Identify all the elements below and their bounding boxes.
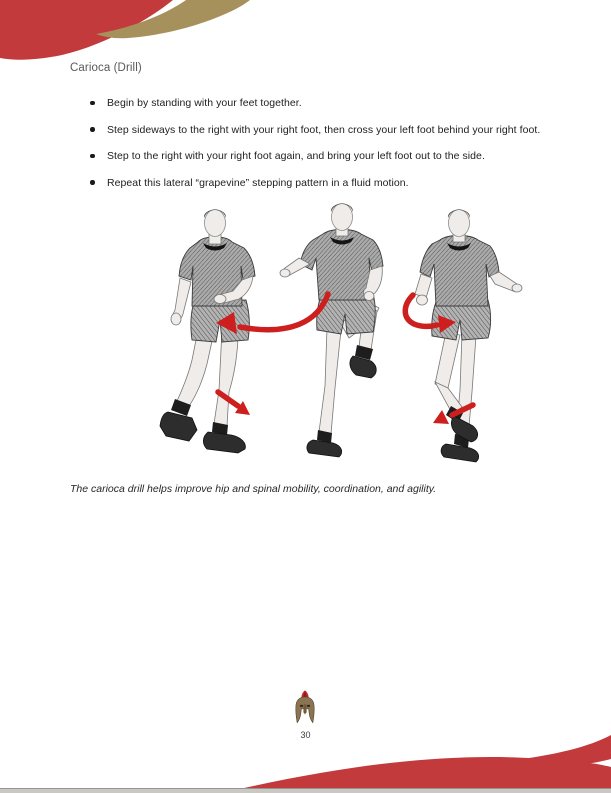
head — [332, 204, 353, 231]
figure-crossover-step — [160, 210, 255, 454]
drill-steps-list — [88, 97, 588, 203]
carioca-drill-illustration — [150, 196, 530, 481]
drill-step-text: Begin by standing with your feet together. — [107, 97, 302, 109]
drill-step — [88, 177, 588, 190]
curved-arrow-left — [240, 294, 328, 330]
drill-step — [88, 150, 588, 163]
drill-step — [88, 97, 588, 110]
drill-title: Carioca (Drill) — [70, 62, 142, 74]
head — [449, 210, 470, 237]
figure-knee-raise — [280, 204, 383, 458]
arrowhead — [433, 410, 449, 424]
head — [205, 210, 226, 237]
right-shoe — [203, 432, 245, 453]
bullet-dot — [90, 154, 95, 159]
figure-crossover-return — [415, 210, 522, 463]
drill-step — [88, 124, 588, 137]
drill-step-text: Step sideways to the right with your right foot, then cross your left foot behind your right foot. — [107, 123, 541, 136]
left-shoe — [160, 412, 197, 441]
illustration-caption: The carioca drill helps improve hip and spinal mobility, coordination, and agility. — [70, 483, 437, 495]
raised-shoe — [350, 356, 376, 378]
drill-step-text: Repeat this lateral “grapevine” stepping pattern in a fluid motion. — [107, 176, 409, 189]
bullet-dot — [90, 101, 95, 106]
bullet-dot — [90, 127, 95, 132]
shoe — [307, 440, 342, 457]
bottom-swoosh-decoration — [0, 693, 611, 793]
window-bottom-edge — [0, 788, 611, 793]
shoe — [441, 444, 479, 462]
top-corner-swoosh-decoration — [0, 0, 280, 70]
page-number: 30 — [300, 730, 311, 740]
shirt — [420, 236, 499, 307]
drill-step-text: Step to the right with your right foot again, and bring your left foot out to the side. — [107, 150, 485, 163]
bullet-dot — [90, 180, 95, 185]
